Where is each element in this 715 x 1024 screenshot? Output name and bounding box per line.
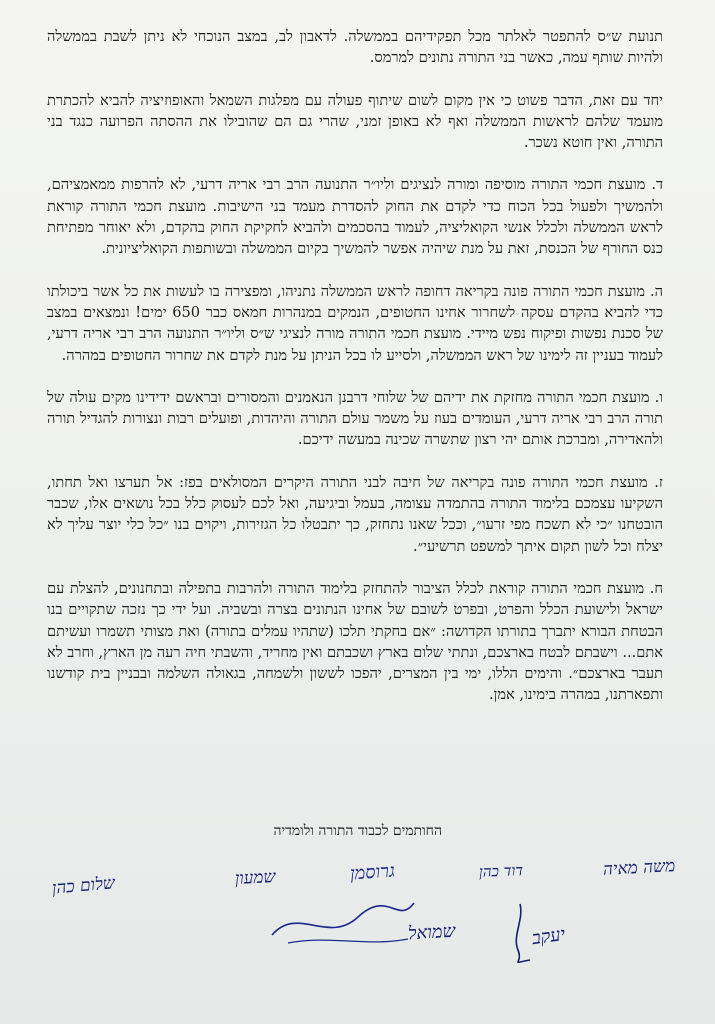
paragraph-zayin: ז. מועצת חכמי התורה פונה בקריאה של חיבה לבני התורה היקרים המסולאים בפז: אל תערצו ואל תחתו, השקיעו עצמכם בלימוד התורה בהתמדה עצומה, בעמל וביגיעה, ואל לכם לעסוק כלל בכל נושאים אלו, שכבר הובטחנו ״כי לא תשכח מפי זרעו״, וככל שאנו נתחזק, כך יתבטלו כל הגזירות, ויקוים בנו ״כל כלי יוצר עליך לא יצלח וכל לשון תקום איתך למשפט תרשיעי״. <box>47 473 663 555</box>
paragraph-opposition: יחד עם זאת, הדבר פשוט כי אין מקום לשום שיתוף פעולה עם מפלגות השמאל והאופוזיציה להביא להכתרת מועמד שלהם לראשות הממשלה ואף לא באופן זמני, שהרי גם הם שהובילו את ההסתה הפרועה כנגד בני התורה, ואין חוטא נשכר. <box>47 91 663 152</box>
signature: שמעון <box>234 866 276 890</box>
letter-body <box>47 26 663 727</box>
signature: שלום כהן <box>51 873 116 899</box>
signature-flourish <box>268 895 418 955</box>
closing-line: החותמים לכבוד התורה ולומדיה <box>273 823 442 839</box>
signature: שמואל <box>407 920 456 945</box>
signature: גרוסמן <box>349 860 396 885</box>
paragraph-intro: תנועת ש״ס להתפטר לאלתר מכל תפקידיהם בממשלה. לדאבון לב, במצב הנוכחי לא ניתן לשבת בממשלה ולהיות שותף עמה, כאשר בני התורה נתונים למרמס. <box>47 28 663 67</box>
signature: משה מאיה <box>602 856 676 880</box>
signature: יעקב <box>530 923 567 950</box>
signature: דוד כהן <box>478 861 524 881</box>
paragraph-dalet: ד. מועצת חכמי התורה מוסיפה ומורה לנציגים וליו״ר התנועה הרב רבי אריה דרעי, לא להרפות ממאמציהם, ולהמשיך ולפעול בכל הכוח כדי לקדם את החוק להסדרת מעמד בני הישיבות. מועצת חכמי התורה קוראת לראש הממשלה ולכלל אנשי הקואליציה, לעמוד בהסכמים ולהביא לחקיקת החוק בהקדם, ולא יאוחר מפתיחת כנס החורף של הכנסת, זאת על מנת שיהיה אפשר להמשיך בקיום הממשלה ובשותפות הקואליציונית. <box>47 176 663 258</box>
paragraph-heh: ה. מועצת חכמי התורה פונה בקריאה דחופה לראש הממשלה נתניהו, ומפצירה בו לעשות את כל אשר ביכולתו כדי להביא בהקדם עסקה לשחרור אחינו החטופים, הנמקים במנהרות חמאס כבר 650 ימים! ונמצאים במצב של סכנת נפשות ופיקוח נפש מיידי. מועצת חכמי התורה מורה לנציגי ש״ס וליו״ר התנועה הרב רבי אריה דרעי, לעמוד בעניין זה לימינו של ראש הממשלה, ולסייע לו בכל הניתן על מנת לקדם את שחרור החטופים במהרה. <box>47 282 663 364</box>
paragraph-chet: ח. מועצת חכמי התורה קוראת לכלל הציבור להתחזק בלימוד התורה ולהרבות בתפילה ובתחנונים, להצלת עם ישראל ולישועת הכלל והפרט, ובפרט לשובם של אחינו הנתונים בצרה ובשביה. ועל ידי כך נזכה שתקויים בנו הבטחת הבורא יתברך בתורתו הקדושה: ״אם בחקתי תלכו (שתהיו עמלים בתורה) ואת מצותי תשמרו ועשיתם אתם... וישבתם לבטח בארצכם, ונתתי שלום בארץ ושכבתם ואין מחריד, והשבתי חיה רעה מן הארץ, וחרב לא תעבר בארצכם״. והימים הללו, ימי בין המצרים, יהפכו לששון ולשמחה, בגאולה השלמה ובבניין בית קודשנו ותפארתנו, במהרה בימינו, אמן. <box>47 579 663 704</box>
paragraph-vav: ו. מועצת חכמי התורה מחזקת את ידיהם של שלוחי דרבנן הנאמנים והמסורים ובראשם ידידינו מקים עולה של תורה הרב רבי אריה דרעי, העומדים בעוז על משמר עולם התורה והיהדות, ופועלים רבות ונצורות להגדיל תורה ולהאדירה, ומברכת אותם יהי רצון שתשרה שכינה במעשה ידיכם. <box>47 388 663 449</box>
